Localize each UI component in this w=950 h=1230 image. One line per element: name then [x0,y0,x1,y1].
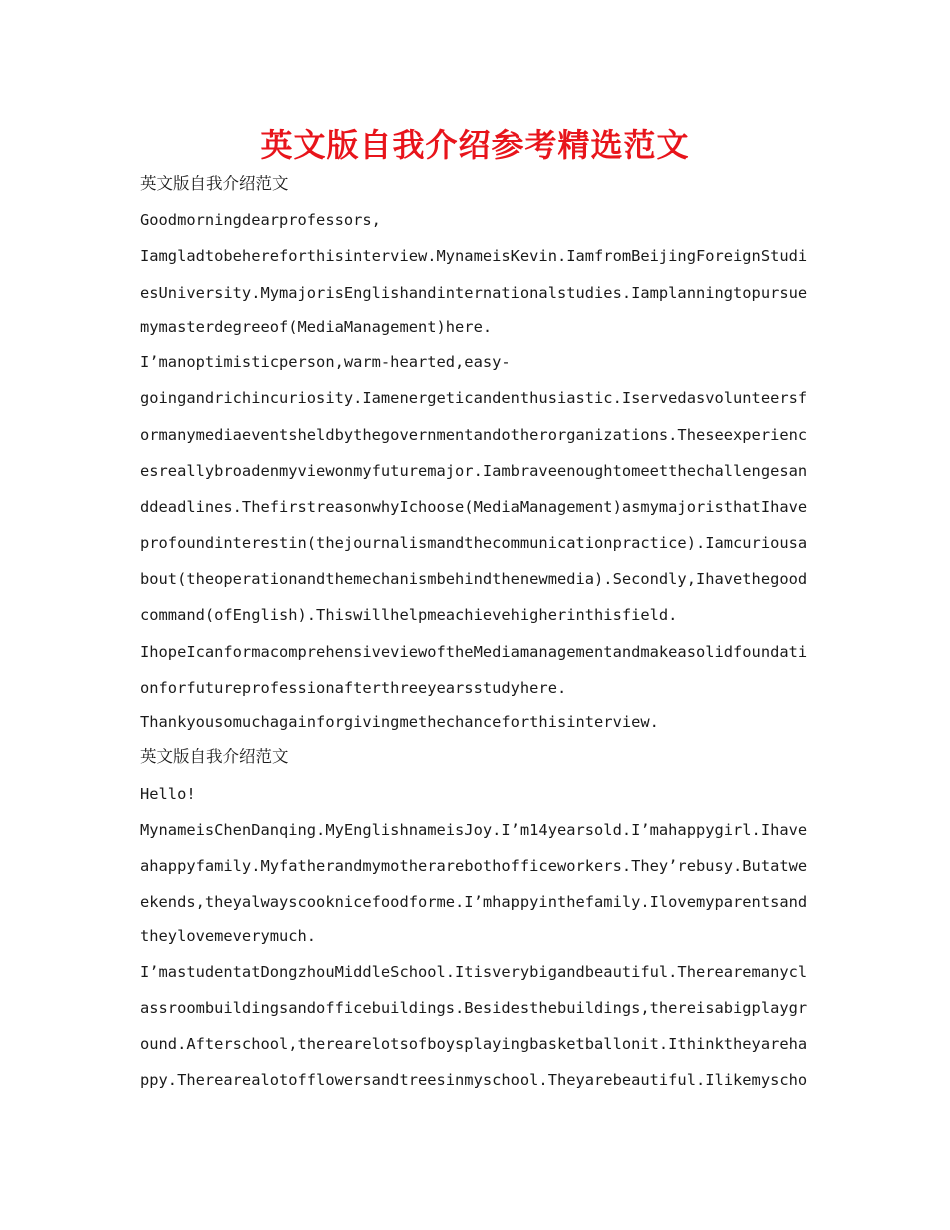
text-line: onforfutureprofessionafterthreeyearsstudyhere. [140,678,567,697]
text-line: command(ofEnglish).Thiswillhelpmeachievehigherinthisfield. [140,606,678,625]
text-line: mymasterdegreeof(MediaManagement)here. [140,317,493,336]
text-line: I’mastudentatDongzhouMiddleSchool.Itisverybigandbeautiful.Therearemanycl [140,962,808,981]
document-title: 英文版自我介绍参考精选范文 [260,126,690,164]
text-line: esUniversity.MymajorisEnglishandinternationalstudies.Iamplanningtopursue [140,283,808,302]
text-line: Goodmorningdearprofessors, [140,211,381,230]
text-line: ddeadlines.ThefirstreasonwhyIchoose(MediaManagement)asmymajoristhatIhave [140,497,808,516]
text-line: assroombuildingsandofficebuildings.Besidesthebuildings,thereisabigplaygr [140,998,808,1017]
section-heading: 英文版自我介绍范文 [140,174,289,193]
text-line: bout(theoperationandthemechanismbehindthenewmedia).Secondly,Ihavethegood [140,570,808,589]
document-body [140,166,812,1098]
text-line: ormanymediaeventsheldbythegovernmentandotherorganizations.Theseexperienc [140,425,808,444]
text-line: Thankyousomuchagainforgivingmethechanceforthisinterview. [140,713,659,732]
text-line: ekends,theyalwayscooknicefoodforme.I’mhappyinthefamily.Ilovemyparentsand [140,893,808,912]
text-line: ppy.Therearealotofflowersandtreesinmyschool.Theyarebeautiful.Ilikemyscho [140,1071,808,1090]
text-line: Iamgladtobehereforthisinterview.MynameisKevin.IamfromBeijingForeignStudi [140,247,808,266]
text-line: theylovemeverymuch. [140,927,317,946]
text-line: goingandrichincuriosity.Iamenergeticandenthusiastic.Iservedasvolunteersf [140,389,808,408]
text-line: IhopeIcanformacomprehensiveviewoftheMediamanagementandmakeasolidfoundati [140,642,808,661]
text-line: Hello! [140,784,196,803]
text-line: I’manoptimisticperson,warm-hearted,easy- [140,353,511,372]
text-line: ound.Afterschool,therearelotsofboysplayingbasketballonit.Ithinktheyareha [140,1035,808,1054]
text-line: esreallybroadenmyviewonmyfuturemajor.Iambraveenoughtomeetthechallengesan [140,461,808,480]
text-line: MynameisChenDanqing.MyEnglishnameisJoy.I’m14yearsold.I’mahappygirl.Ihave [140,820,808,839]
section-heading: 英文版自我介绍范文 [140,747,289,767]
text-line: ahappyfamily.Myfatherandmymotherarebothofficeworkers.They’rebusy.Butatwe [140,856,808,875]
text-line: profoundinterestin(thejournalismandthecommunicationpractice).Iamcuriousa [140,534,808,553]
